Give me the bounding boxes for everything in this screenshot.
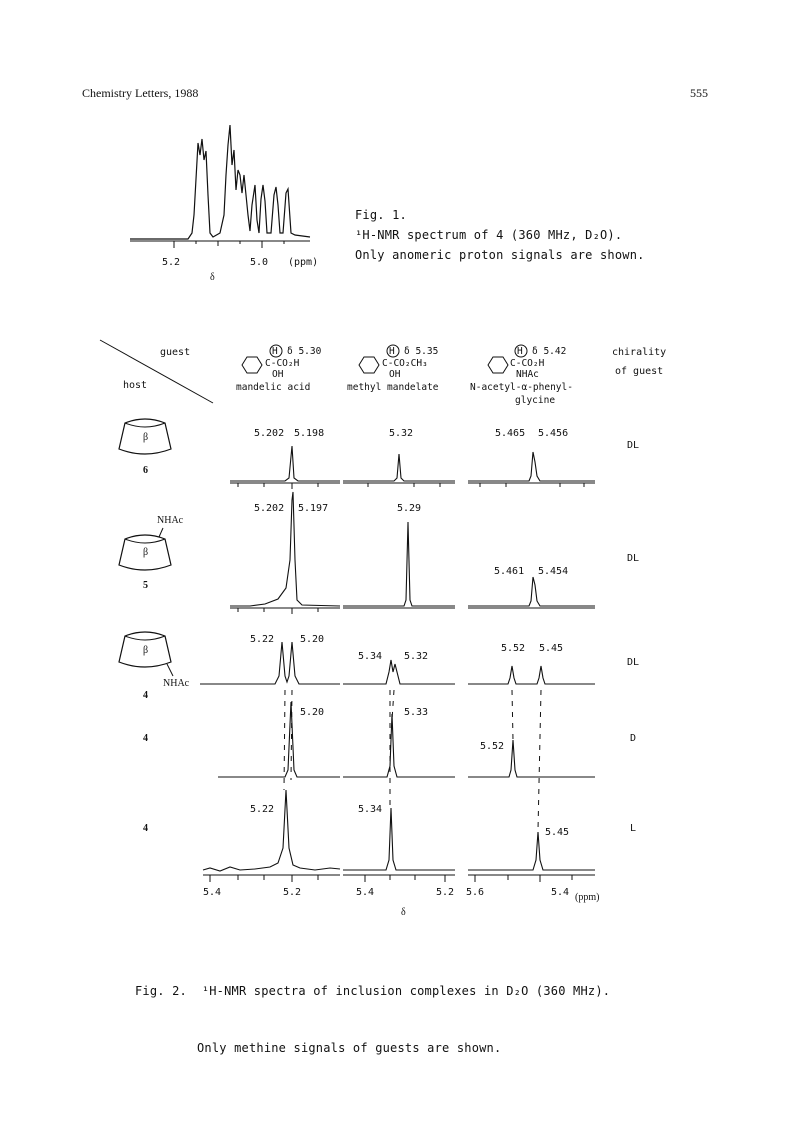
spectrum-r3-c3 <box>468 666 595 684</box>
benzene-icon <box>482 354 512 376</box>
guest-shift: δ 5.35 <box>404 346 439 357</box>
axis-tick: 5.4 <box>203 887 222 898</box>
axis-tick: 5.4 <box>551 887 570 898</box>
host-substituent: NHAc <box>157 515 184 526</box>
guest-group: C-CO₂H <box>510 358 545 369</box>
h-label: H <box>389 346 395 357</box>
peak-label: 5.465 <box>495 428 526 439</box>
guest-group: C-CO₂CH₃ <box>382 358 428 369</box>
peak-label: 5.33 <box>404 707 429 718</box>
peak-label: 5.454 <box>538 566 569 577</box>
host-substituent: NHAc <box>163 678 190 689</box>
fig2-caption: Fig. 2. ¹H-NMR spectra of inclusion complexes in D₂O (360 MHz). Only methine signals of guests are shown. <box>135 984 611 1055</box>
peak-label: 5.34 <box>358 651 383 662</box>
peak-label: 5.20 <box>300 707 325 718</box>
host-number: 4 <box>143 690 148 701</box>
beta-label: β <box>143 547 149 558</box>
peak-label: 5.32 <box>404 651 429 662</box>
axis-unit: (ppm) <box>575 892 600 903</box>
spectrum-r3-c2 <box>343 660 455 684</box>
axis-tick: 5.6 <box>466 887 485 898</box>
peak-label: 5.22 <box>250 634 275 645</box>
peak-label: 5.32 <box>389 428 414 439</box>
peak-label: 5.29 <box>397 503 422 514</box>
fig1-tick-5.0: 5.0 <box>250 257 269 268</box>
guest-shift: δ 5.30 <box>287 346 322 357</box>
fig1-unit: (ppm) <box>288 257 319 268</box>
h-label: H <box>517 346 523 357</box>
beta-label: β <box>143 645 149 656</box>
spectrum-r5-c1 <box>203 790 340 871</box>
guest-sub: OH <box>389 369 401 380</box>
benzene-icon <box>353 354 383 376</box>
fig1-delta: δ <box>210 272 215 283</box>
guest-shift: δ 5.42 <box>532 346 567 357</box>
peak-label: 5.461 <box>494 566 525 577</box>
spectrum-r2-c2 <box>343 522 455 606</box>
spectrum-r2-c3 <box>468 577 595 606</box>
fig1-caption: Fig. 1. ¹H-NMR spectrum of 4 (360 MHz, D₂O). Only anomeric proton signals are shown. <box>355 208 645 262</box>
spectrum-r1-c3 <box>468 452 595 481</box>
axis-tick: 5.4 <box>356 887 375 898</box>
peak-label: 5.456 <box>538 428 569 439</box>
spectrum-r5-c3 <box>468 832 595 870</box>
peak-label: 5.202 <box>254 503 285 514</box>
peak-label: 5.198 <box>294 428 325 439</box>
peak-label: 5.197 <box>298 503 329 514</box>
peak-label: 5.52 <box>480 741 505 752</box>
spectrum-r4-c2 <box>343 714 455 777</box>
guest-sub: OH <box>272 369 284 380</box>
journal-header: Chemistry Letters, 1988 <box>82 86 199 100</box>
peak-label: 5.202 <box>254 428 285 439</box>
chirality-row3: DL <box>627 657 640 668</box>
guest-name: methyl mandelate <box>347 382 439 393</box>
fig1-trace <box>130 125 310 239</box>
peak-label: 5.52 <box>501 643 526 654</box>
peak-label: 5.22 <box>250 804 275 815</box>
fig1-tick-5.2: 5.2 <box>162 257 181 268</box>
chirality-row4: D <box>630 733 637 744</box>
spectrum-r3-c1 <box>200 642 340 684</box>
host-number: 4 <box>143 733 148 744</box>
guest-sub: NHAc <box>516 369 539 380</box>
corner-host: host <box>123 380 148 391</box>
beta-label: β <box>143 432 149 443</box>
guest-name: mandelic acid <box>236 382 311 393</box>
guest-name2: glycine <box>515 395 556 406</box>
peak-label: 5.34 <box>358 804 383 815</box>
axis-delta: δ <box>401 907 406 918</box>
peak-label: 5.20 <box>300 634 325 645</box>
chirality-header: chirality of guest <box>612 347 667 377</box>
guest-name: N-acetyl-α-phenyl- <box>470 382 573 393</box>
host-number: 5 <box>143 580 148 591</box>
axis-tick: 5.2 <box>436 887 455 898</box>
chirality-row2: DL <box>627 553 640 564</box>
host-number: 4 <box>143 823 148 834</box>
page-number: 555 <box>690 86 708 100</box>
corner-diagonal <box>95 335 220 410</box>
peak-label: 5.45 <box>539 643 564 654</box>
benzene-icon <box>236 354 266 376</box>
spectrum-r1-c2 <box>343 454 455 481</box>
chirality-row5: L <box>630 823 637 834</box>
chirality-row1: DL <box>627 440 640 451</box>
axis-tick: 5.2 <box>283 887 302 898</box>
corner-guest: guest <box>160 347 191 358</box>
cyclodextrin-icon-4 <box>115 628 185 683</box>
spectrum-r1-c1 <box>230 446 340 481</box>
spectrum-r5-c2 <box>343 808 455 870</box>
h-label: H <box>272 346 278 357</box>
host-number: 6 <box>143 465 148 476</box>
guest-group: C-CO₂H <box>265 358 300 369</box>
peak-label: 5.45 <box>545 827 570 838</box>
fig2-spectra <box>200 420 620 920</box>
